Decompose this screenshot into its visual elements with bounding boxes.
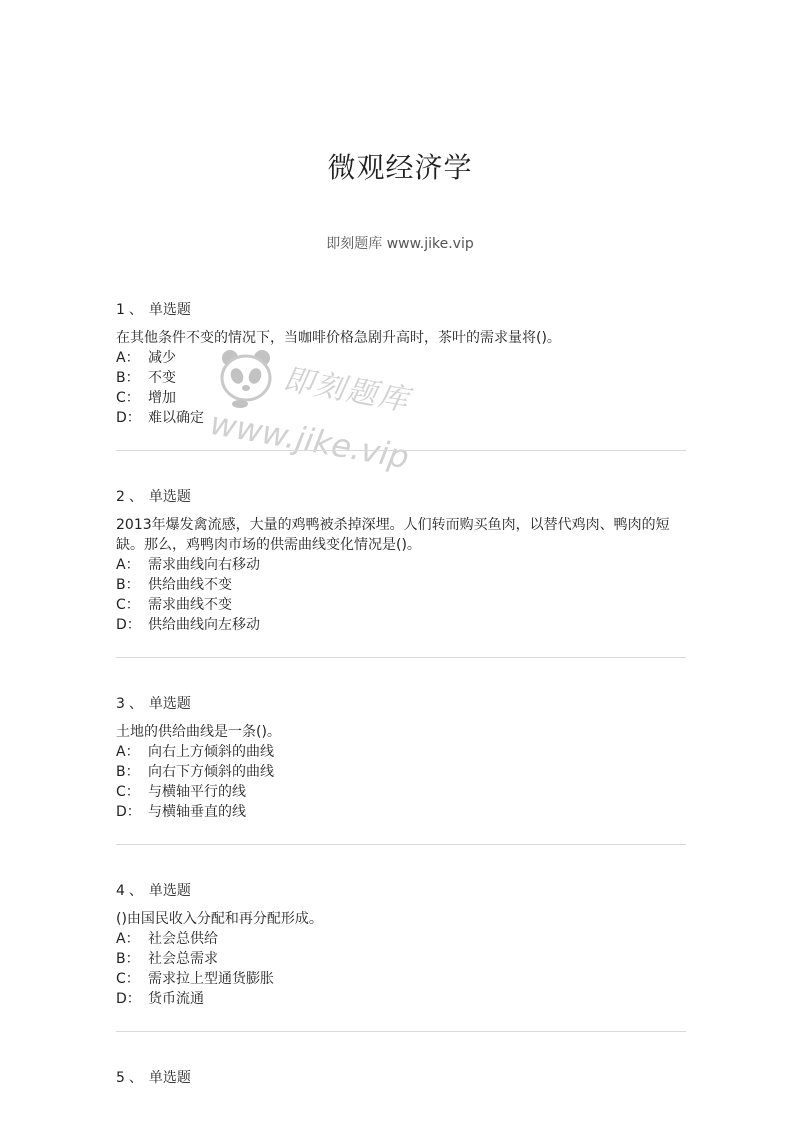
question-divider bbox=[116, 844, 686, 845]
question-divider bbox=[116, 657, 686, 658]
option-a bbox=[116, 348, 686, 368]
option-letter: B： bbox=[116, 764, 140, 780]
option-a bbox=[116, 555, 686, 575]
option-c bbox=[116, 782, 686, 802]
option-c bbox=[116, 969, 686, 989]
option-letter: D： bbox=[116, 410, 141, 426]
question-header bbox=[116, 694, 686, 714]
question-number: 2 bbox=[116, 489, 125, 505]
question-type: 单选题 bbox=[148, 302, 191, 318]
question-type: 单选题 bbox=[148, 1070, 191, 1086]
question-divider bbox=[116, 450, 686, 451]
watermark-url-text: www.jike.vip bbox=[207, 404, 412, 477]
option-text: 难以确定 bbox=[148, 410, 204, 426]
option-letter: A： bbox=[116, 744, 140, 760]
option-text: 不变 bbox=[148, 370, 176, 386]
option-text: 减少 bbox=[148, 350, 176, 366]
option-letter: C： bbox=[116, 390, 140, 406]
option-text: 需求拉上型通货膨胀 bbox=[148, 971, 274, 987]
question-3 bbox=[116, 694, 686, 822]
option-letter: D： bbox=[116, 617, 141, 633]
option-b bbox=[116, 762, 686, 782]
option-letter: A： bbox=[116, 557, 140, 573]
question-text: 土地的供给曲线是一条()。 bbox=[116, 724, 281, 740]
option-c bbox=[116, 595, 686, 615]
option-text: 货币流通 bbox=[148, 991, 204, 1007]
option-text: 与横轴平行的线 bbox=[148, 784, 246, 800]
option-letter: B： bbox=[116, 577, 140, 593]
question-1 bbox=[116, 300, 686, 428]
document-title: 微观经济学 bbox=[327, 151, 473, 184]
watermark-brand-text: 即刻题库 bbox=[280, 361, 413, 419]
option-text: 供给曲线不变 bbox=[148, 577, 232, 593]
option-b bbox=[116, 949, 686, 969]
option-text: 需求曲线向右移动 bbox=[148, 557, 260, 573]
question-number: 4 bbox=[116, 883, 125, 899]
option-letter: A： bbox=[116, 350, 140, 366]
option-letter: D： bbox=[116, 804, 141, 820]
question-text: 在其他条件不变的情况下，当咖啡价格急剧升高时，茶叶的需求量将()。 bbox=[116, 330, 561, 346]
option-text: 与横轴垂直的线 bbox=[148, 804, 246, 820]
option-a bbox=[116, 929, 686, 949]
option-text: 供给曲线向左移动 bbox=[148, 617, 260, 633]
question-number: 3 bbox=[116, 696, 125, 712]
option-text: 增加 bbox=[148, 390, 176, 406]
question-type: 单选题 bbox=[148, 696, 191, 712]
option-text: 向右上方倾斜的曲线 bbox=[148, 744, 274, 760]
question-number: 1 bbox=[116, 302, 125, 318]
question-4 bbox=[116, 881, 686, 1009]
question-separator: 、 bbox=[128, 489, 143, 505]
option-a bbox=[116, 742, 686, 762]
option-letter: A： bbox=[116, 931, 140, 947]
option-letter: C： bbox=[116, 784, 140, 800]
option-text: 向右下方倾斜的曲线 bbox=[148, 764, 274, 780]
option-b bbox=[116, 368, 686, 388]
question-separator: 、 bbox=[128, 696, 143, 712]
option-d bbox=[116, 802, 686, 822]
option-d bbox=[116, 408, 686, 428]
document-subtitle: 即刻题库 www.jike.vip bbox=[326, 236, 474, 252]
option-b bbox=[116, 575, 686, 595]
question-header bbox=[116, 1068, 686, 1088]
question-type: 单选题 bbox=[148, 883, 191, 899]
question-separator: 、 bbox=[128, 883, 143, 899]
option-letter: C： bbox=[116, 971, 140, 987]
question-type: 单选题 bbox=[148, 489, 191, 505]
question-divider bbox=[116, 1031, 686, 1032]
question-header bbox=[116, 300, 686, 320]
option-text: 社会总供给 bbox=[148, 931, 218, 947]
option-text: 社会总需求 bbox=[148, 951, 218, 967]
question-separator: 、 bbox=[128, 302, 143, 318]
question-text: 2013年爆发禽流感，大量的鸡鸭被杀掉深埋。人们转而购买鱼肉，以替代鸡肉、鸭肉的短缺。那么，鸡鸭肉市场的供需曲线变化情况是()。 bbox=[116, 517, 670, 553]
question-header bbox=[116, 487, 686, 507]
option-letter: D： bbox=[116, 991, 141, 1007]
question-2 bbox=[116, 487, 686, 635]
option-letter: B： bbox=[116, 370, 140, 386]
question-text: ()由国民收入分配和再分配形成。 bbox=[116, 911, 323, 927]
option-d bbox=[116, 615, 686, 635]
question-header bbox=[116, 881, 686, 901]
question-5 bbox=[116, 1068, 686, 1088]
question-number: 5 bbox=[116, 1070, 125, 1086]
option-letter: C： bbox=[116, 597, 140, 613]
option-text: 需求曲线不变 bbox=[148, 597, 232, 613]
option-d bbox=[116, 989, 686, 1009]
question-list bbox=[116, 300, 686, 1096]
option-c bbox=[116, 388, 686, 408]
option-letter: B： bbox=[116, 951, 140, 967]
question-separator: 、 bbox=[128, 1070, 143, 1086]
